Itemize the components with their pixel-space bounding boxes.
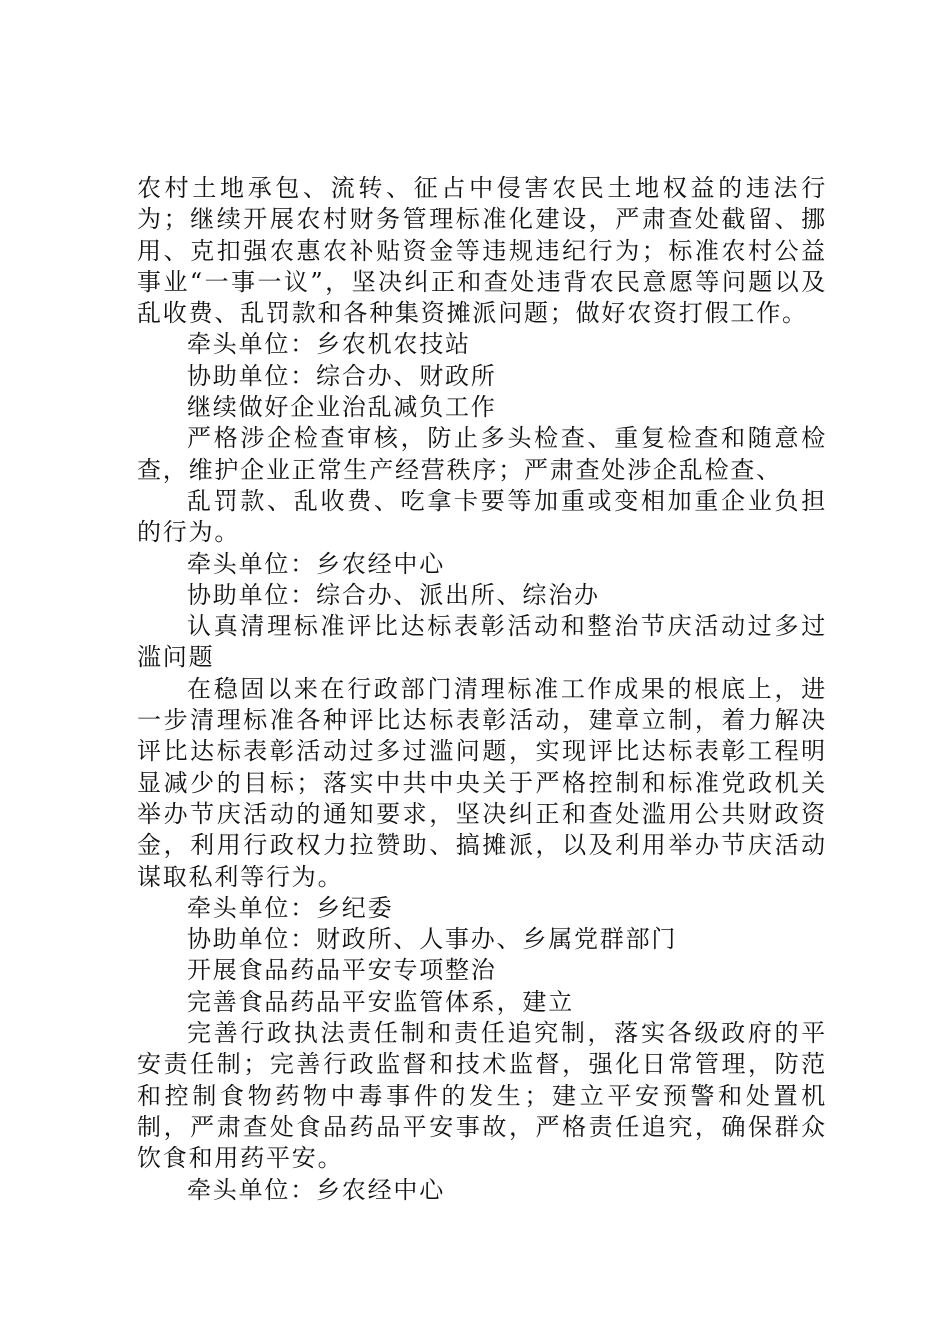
lead-unit-3: 牵头单位：乡纪委 bbox=[187, 893, 394, 922]
paragraph-awards: 在稳固以来在行政部门清理标准工作成果的根底上，进一步清理标准各种评比达标表彰活动，建章立制，着力解决评比达标表彰活动过多过滥问题，实现评比达标表彰工程明显减少的目标；落实中共中央关于严格控制和标准党政机关举办节庆活动的通知要求，坚决纠正和查处滥用公共财政资金，利用行政权力拉赞助、搞摊派，以及利用举办节庆活动谋取私利等行为。 bbox=[137, 674, 827, 891]
section-heading-enterprise: 继续做好企业治乱减负工作 bbox=[187, 393, 497, 422]
paragraph-food-safety-1: 完善食品药品平安监管体系，建立 bbox=[187, 987, 574, 1016]
lead-unit-2: 牵头单位：乡农经中心 bbox=[187, 549, 445, 578]
section-heading-awards: 认真清理标准评比达标表彰活动和整治节庆活动过多过滥问题 bbox=[137, 612, 827, 672]
document-body bbox=[137, 173, 827, 1206]
paragraph-1: 农村土地承包、流转、征占中侵害农民土地权益的违法行为；继续开展农村财务管理标准化建设，严肃查处截留、挪用、克扣强农惠农补贴资金等违规违纪行为；标准农村公益事业“一事一议”，坚决纠正和查处违背农民意愿等问题以及乱收费、乱罚款和各种集资摊派问题；做好农资打假工作。 bbox=[137, 174, 827, 328]
section-heading-food-safety: 开展食品药品平安专项整治 bbox=[187, 956, 497, 985]
paragraph-enterprise-2: 乱罚款、乱收费、吃拿卡要等加重或变相加重企业负担的行为。 bbox=[137, 486, 827, 547]
paragraph-enterprise-1: 严格涉企检查审核，防止多头检查、重复检查和随意检查，维护企业正常生产经营秩序；严肃查处涉企乱检查、 bbox=[137, 424, 827, 484]
assist-unit-1: 协助单位：综合办、财政所 bbox=[187, 361, 497, 390]
lead-unit-1: 牵头单位：乡农机农技站 bbox=[187, 330, 471, 359]
lead-unit-4: 牵头单位：乡农经中心 bbox=[187, 1175, 445, 1204]
assist-unit-3: 协助单位：财政所、人事办、乡属党群部门 bbox=[187, 925, 678, 954]
assist-unit-2: 协助单位：综合办、派出所、综治办 bbox=[187, 580, 600, 609]
paragraph-food-safety-2: 完善行政执法责任制和责任追究制，落实各级政府的平安责任制；完善行政监督和技术监督，强化日常管理，防范和控制食物药物中毒事件的发生；建立平安预警和处置机制，严肃查处食品药品平安事故，严格责任追究，确保群众饮食和用药平安。 bbox=[137, 1019, 827, 1173]
